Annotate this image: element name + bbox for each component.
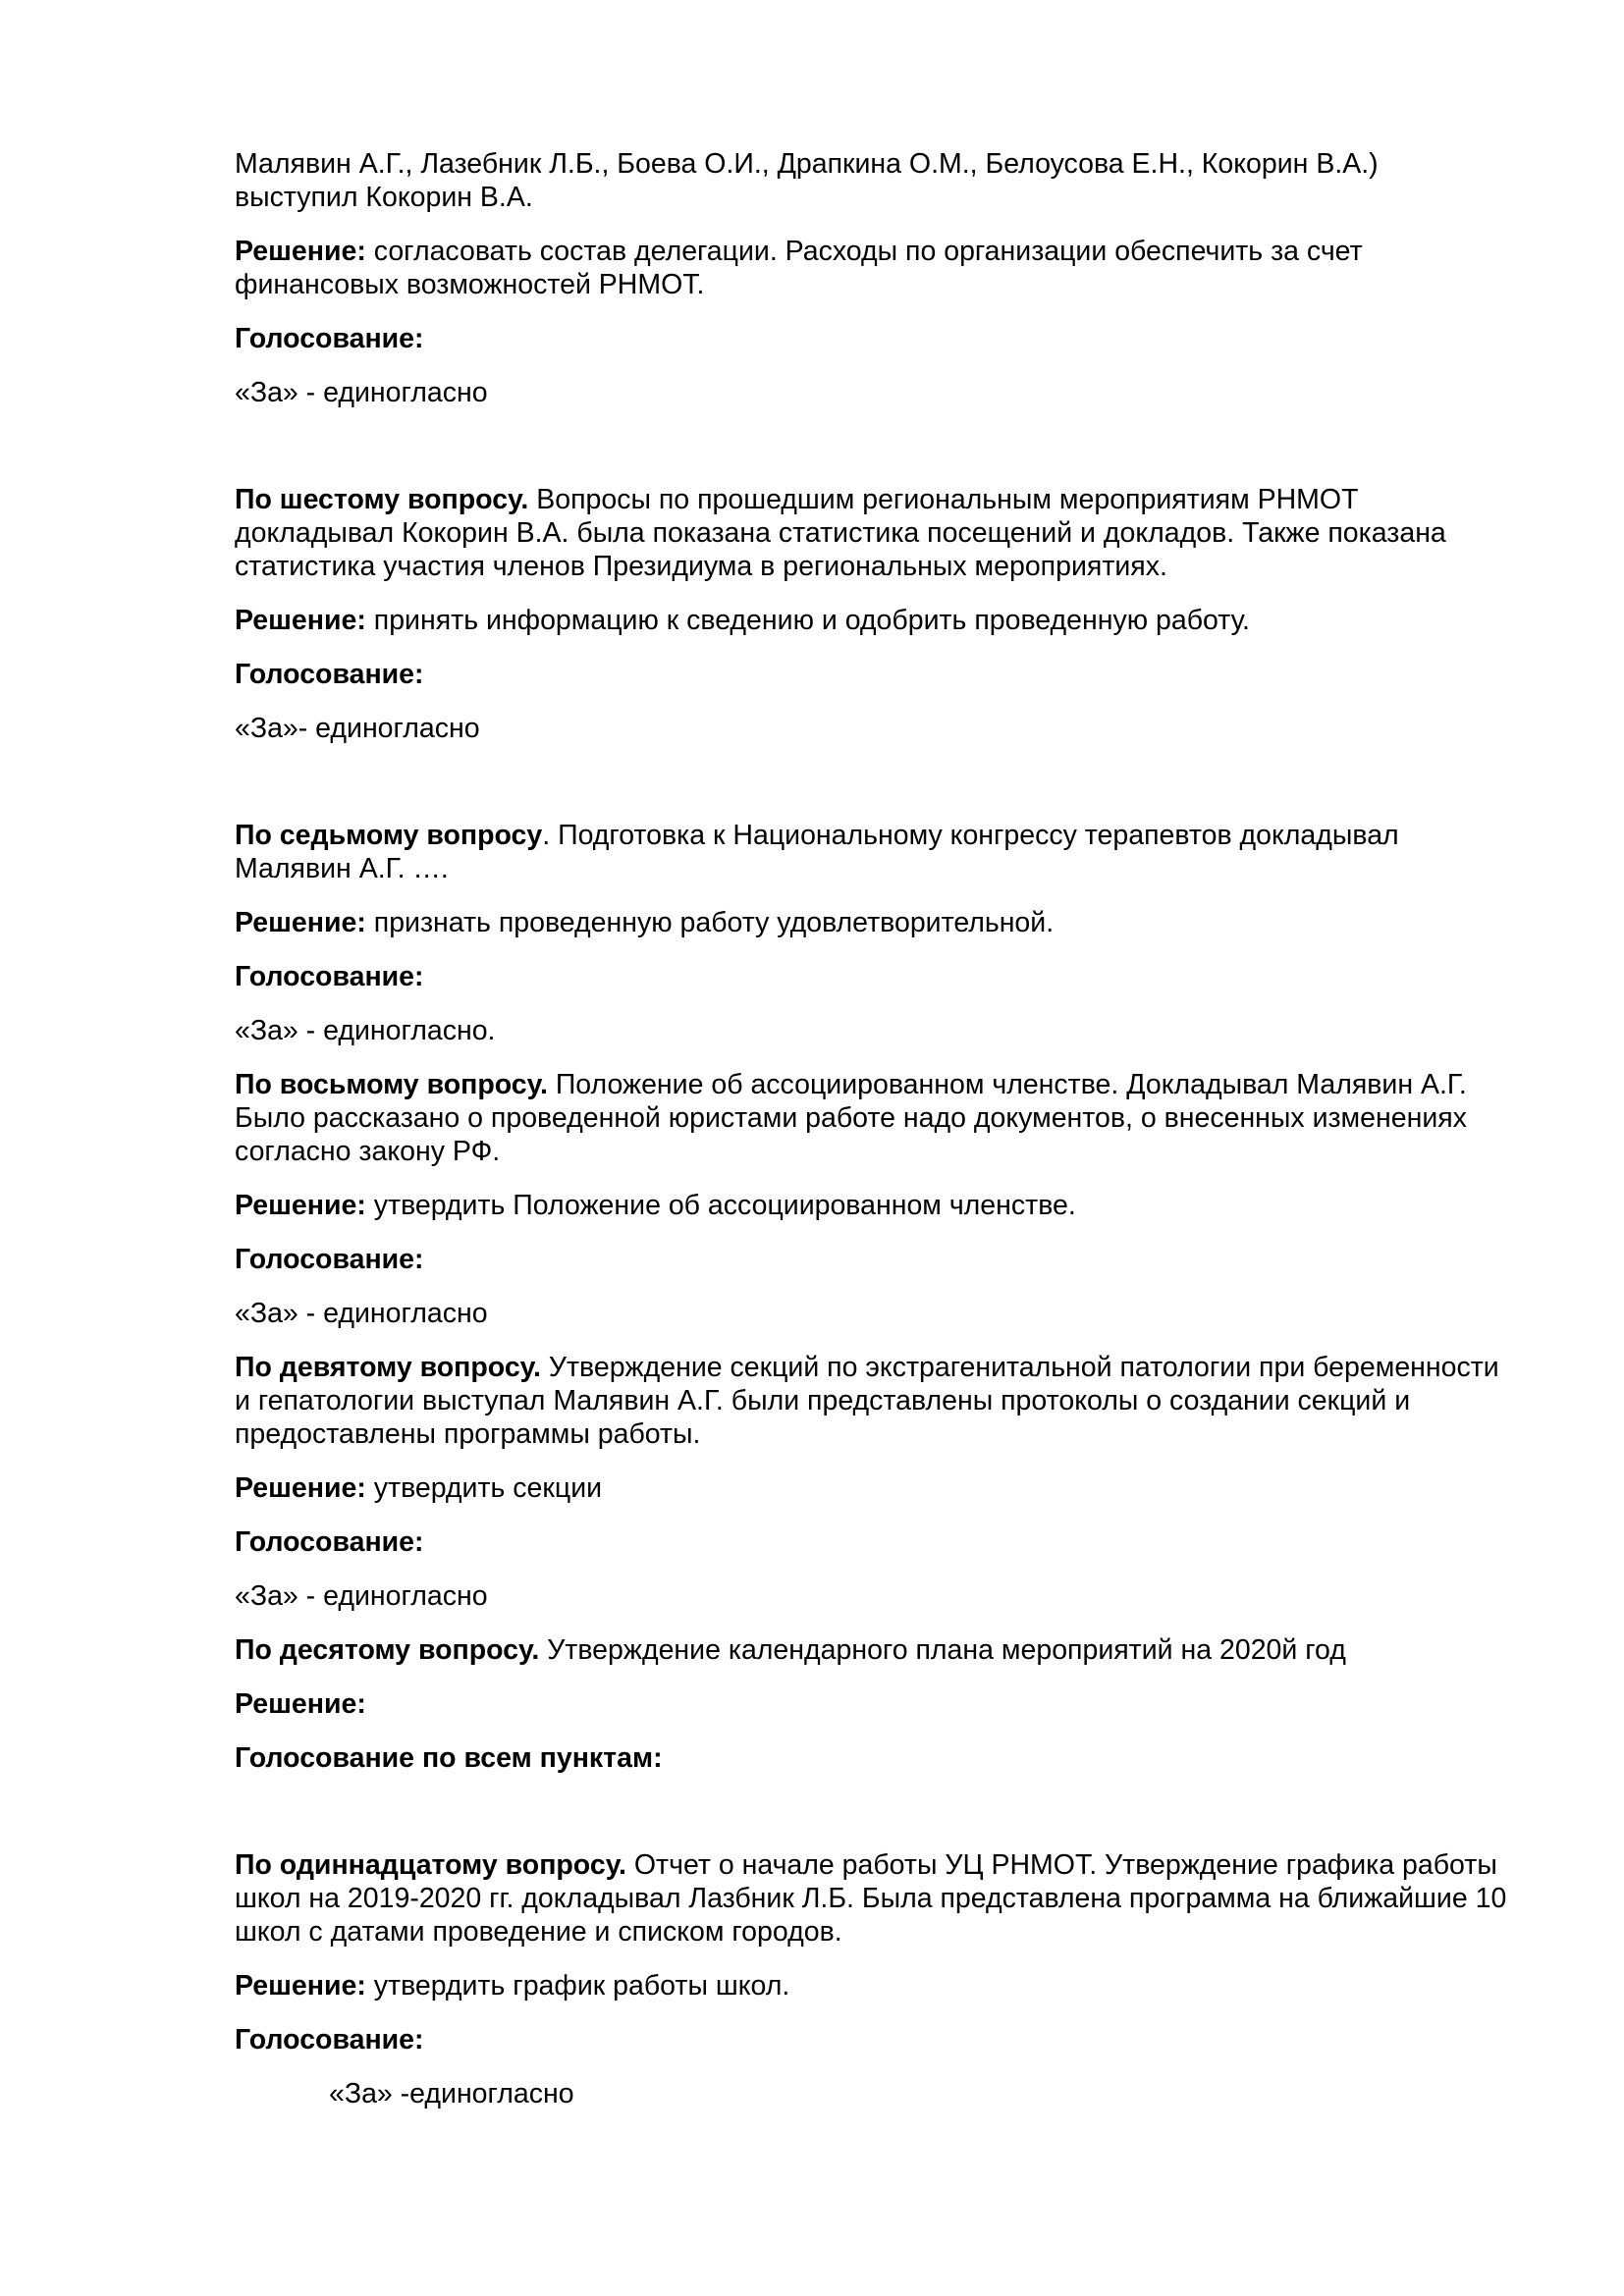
vote-result-9: «За» - единогласно [235, 1580, 488, 1612]
question-11 [235, 1848, 1511, 1949]
decision-text: утвердить график работы школ. [365, 1970, 790, 2002]
intro-line-2: выступил Кокорин В.А. [235, 182, 533, 213]
decision-label: Решение: [235, 605, 366, 636]
question-text: Утверждение секций по экстрагенитальной патологии при беременности и гепатологии выступал Малявин А.Г. были представлены протоколы о создании секций и предоставлены программы работы. [235, 1352, 1499, 1450]
question-heading: По десятому вопросу. [235, 1634, 540, 1666]
question-text: Утверждение календарного плана мероприятий на 2020й год [539, 1634, 1346, 1666]
decision-label: Решение: [235, 236, 366, 267]
question-8 [235, 1068, 1511, 1168]
question-text: Отчет о начале работы УЦ РНМОТ. Утверждение графика работы школ на 2019-2020 гг. докладывал Лазбник Л.Б. Была представлена программа на ближайшие 10 школ с датами проведение и списком городов. [235, 1849, 1507, 1948]
voting-label-0: Голосование: [235, 323, 424, 354]
decision-label: Решение: [235, 1472, 366, 1504]
vote-result-0: «За» - единогласно [235, 377, 488, 408]
voting-all-label: Голосование по всем пунктам: [235, 1742, 663, 1774]
decision-text: утвердить секции [365, 1472, 603, 1504]
intro-line-1: Малявин А.Г., Лазебник Л.Б., Боева О.И., Драпкина О.М., Белоусова Е.Н., Кокорин В.А.) [235, 148, 1379, 180]
decision-9 [235, 1471, 1511, 1505]
decision-0 [235, 235, 1511, 301]
decision-text: принять информацию к сведению и одобрить проведенную работу. [365, 605, 1250, 636]
voting-label-6: Голосование: [235, 659, 424, 690]
vote-result-6: «За»- единогласно [235, 713, 480, 744]
decision-text: согласовать состав делегации. Расходы по организации обеспечить за счет финансовых возможностей РНМОТ. [235, 236, 1363, 300]
voting-label-7: Голосование: [235, 961, 424, 992]
question-heading: По шестому вопросу. [235, 484, 529, 515]
decision-8 [235, 1189, 1511, 1222]
question-heading: По девятому вопросу. [235, 1352, 541, 1383]
question-10 [235, 1633, 1511, 1667]
decision-11 [235, 1969, 1511, 2002]
question-9 [235, 1351, 1511, 1451]
vote-result-11: «За» -единогласно [329, 2078, 574, 2109]
voting-label-9: Голосование: [235, 1526, 424, 1558]
question-heading: По одиннадцатому вопросу. [235, 1849, 626, 1881]
decision-text: признать проведенную работу удовлетворительной. [365, 907, 1055, 938]
question-text: Положение об ассоциированном членстве. Докладывал Малявин А.Г. Было рассказано о проведенной юристами работе надо документов, о внесенных изменениях согласно закону РФ. [235, 1069, 1467, 1167]
question-7 [235, 819, 1511, 885]
decision-label-10: Решение: [235, 1688, 366, 1720]
voting-label-11: Голосование: [235, 2024, 424, 2056]
voting-label-8: Голосование: [235, 1244, 424, 1275]
vote-result-7: «За» - единогласно. [235, 1015, 496, 1046]
question-heading: По восьмому вопросу. [235, 1069, 548, 1100]
question-heading: По седьмому вопросу [235, 820, 543, 851]
question-text: Вопросы по прошедшим региональным мероприятиям РНМОТ докладывал Кокорин В.А. была показана статистика посещений и докладов. Также показана статистика участия членов Президиума в региональных мероприятиях. [235, 484, 1446, 582]
decision-label: Решение: [235, 1970, 366, 2002]
intro-paragraph [235, 147, 1511, 214]
decision-6 [235, 604, 1511, 637]
decision-label: Решение: [235, 1190, 366, 1221]
question-text: . Подготовка к Национальному конгрессу терапевтов докладывал Малявин А.Г. …. [235, 820, 1399, 884]
decision-label: Решение: [235, 907, 366, 938]
document-page [235, 147, 1511, 2110]
vote-result-8: «За» - единогласно [235, 1298, 488, 1329]
decision-text: утвердить Положение об ассоциированном членстве. [365, 1190, 1076, 1221]
decision-7 [235, 906, 1511, 939]
question-6 [235, 483, 1511, 583]
